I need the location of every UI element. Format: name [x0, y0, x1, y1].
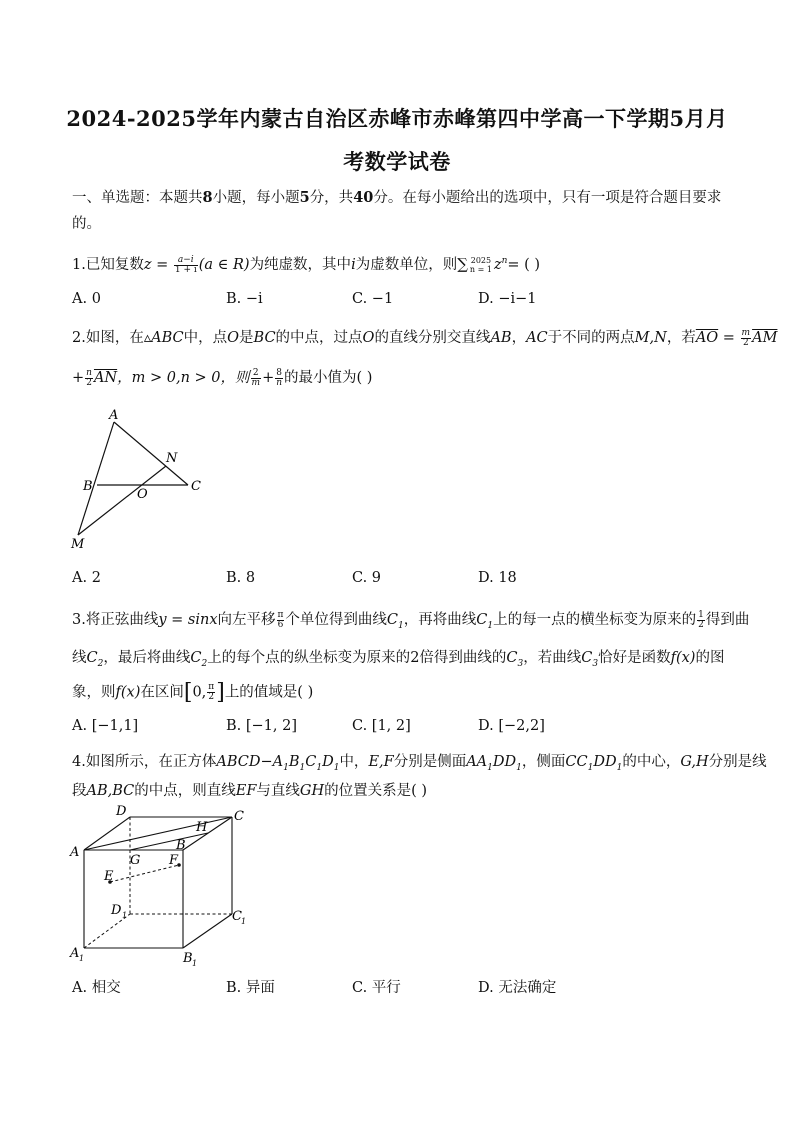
q1-option-a: A. 0 — [72, 291, 101, 307]
triangle-figure — [66, 402, 216, 554]
cube-label-c: C — [234, 809, 244, 824]
label-b: B — [83, 479, 93, 494]
q3-option-b: B. [−1, 2] — [226, 718, 298, 734]
question-1: 1.已知复数z = $\frac{a-i}{1 + i}$ (a ∈ R)为纯虚数，其中i为虚数单位，则∑ 2025 n = 1 $z^n=$ ( ) — [72, 254, 541, 275]
svg-text:1: 1 — [192, 959, 198, 968]
label-o: O — [137, 487, 148, 502]
q4-option-b: B. 异面 — [226, 980, 275, 996]
q3-option-a: A. [−1,1] — [72, 718, 139, 734]
cube-label-a: A — [70, 845, 80, 860]
cube-label-d1: D — [111, 903, 122, 918]
question-3-line1: 3.将正弦曲线y = sinx向左平移 $\frac{\pi}{6}$ 个单位得到曲线$C_1$，再将曲线$C_1$上的每一点的横坐标变为原来的 $\frac{1}{2}$ 得到曲 — [72, 609, 750, 631]
svg-text:1: 1 — [79, 954, 85, 963]
q2-option-d: D. 18 — [478, 570, 517, 586]
q3-option-c: C. [1, 2] — [352, 718, 411, 734]
q1-option-c: C. −1 — [352, 291, 394, 307]
label-m: M — [71, 537, 85, 552]
cube-label-a1: A — [70, 946, 80, 961]
label-c: C — [191, 479, 201, 494]
q4-option-d: D. 无法确定 — [478, 980, 557, 996]
question-4-line1: 4.如图所示，在正方体$ABCD-A_1B_1C_1D_1$中，E,F分别是侧面$AA_1DD_1$，侧面$CC_1DD_1$的中心，G,H分别是线 — [72, 754, 767, 773]
exam-title-line1: 2024-2025学年内蒙古自治区赤峰市赤峰第四中学高一下学期5月月 — [66, 106, 728, 131]
cube-label-d: D — [116, 804, 127, 819]
svg-text:1: 1 — [241, 917, 247, 926]
cube-label-g: G — [130, 853, 141, 868]
cube-figure — [66, 802, 256, 970]
q4-option-c: C. 平行 — [352, 980, 401, 996]
section-heading-line2: 的。 — [72, 216, 101, 232]
question-3-line2: 线$C_2$，最后将曲线$C_2$上的每个点的纵坐标变为原来的2倍得到曲线的$C_3$，若曲线$C_3$恰好是函数f(x)的图 — [72, 650, 725, 669]
cube-label-b1: B — [183, 951, 193, 966]
question-2-line2: + $\frac{n}{2}$ $\overline{AN}$，m > 0,n > 0，则 $\frac{2}{m}$ + $\frac{8}{n}$ 的最小值为( ) — [72, 367, 373, 388]
cube-label-b: B — [176, 838, 186, 853]
cube-label-c1: C — [232, 909, 242, 924]
cube-label-f: F — [169, 853, 179, 868]
q2-option-a: A. 2 — [72, 570, 101, 586]
q2-option-b: B. 8 — [226, 570, 256, 586]
cube-label-e: E — [104, 869, 114, 884]
svg-text:1: 1 — [122, 911, 128, 920]
exam-title-line2: 考数学试卷 — [343, 149, 451, 174]
cube-label-h: H — [196, 820, 208, 835]
section-heading: 一、单选题：本题共8小题，每小题5分，共40分。在每小题给出的选项中，只有一项是符合题目要求 — [72, 189, 722, 206]
q2-option-c: C. 9 — [352, 570, 382, 586]
q3-option-d: D. [−2,2] — [478, 718, 545, 734]
q1-option-d: D. −i−1 — [478, 291, 537, 307]
q1-option-b: B. −i — [226, 291, 263, 307]
q4-option-a: A. 相交 — [72, 980, 121, 996]
label-n: N — [166, 451, 178, 466]
question-3-line3: 象，则f(x)在区间[0, $\frac{\pi}{2}$ ]上的值域是( ) — [72, 680, 314, 705]
question-2-line1: 2.如图，在▵ABC中，点O是BC的中点，过点O的直线分别交直线AB，AC于不同的两点M,N，若$\overline{AO}$ = $\frac{m}{2}$ $\overline{AM}$ — [72, 327, 778, 348]
question-4-line2: 段AB,BC的中点，则直线EF与直线GH的位置关系是( ) — [72, 783, 428, 799]
label-a: A — [109, 408, 119, 423]
